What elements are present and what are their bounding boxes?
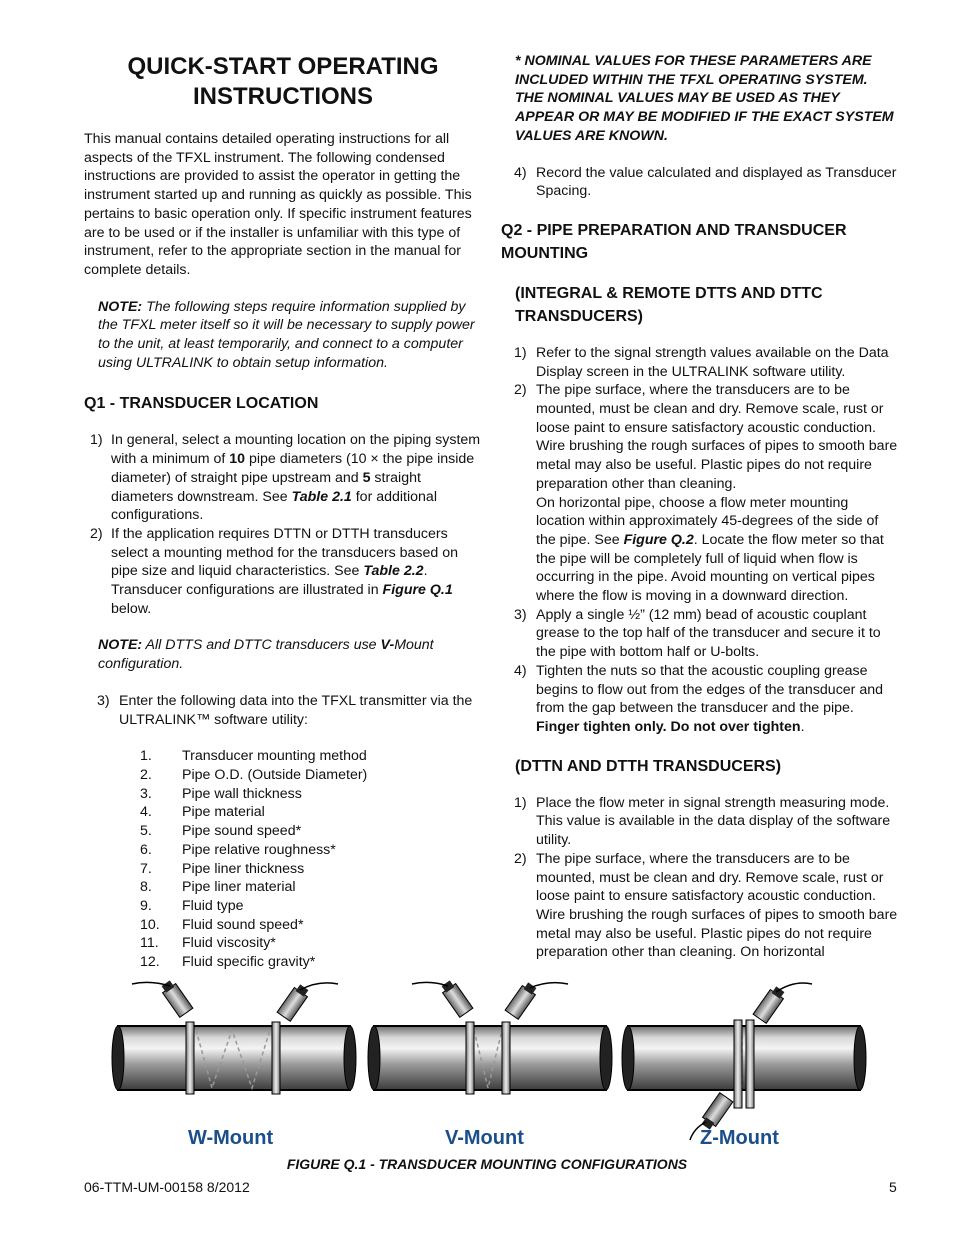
q2-heading: Q2 - PIPE PREPARATION AND TRANSDUCER MOUNTING (501, 221, 847, 262)
page-title: QUICK-START OPERATING INSTRUCTIONS (127, 53, 439, 110)
data-item (140, 822, 482, 841)
v-mount-diagram (368, 979, 612, 1094)
data-item-text: Pipe liner material (182, 879, 296, 896)
data-item-text: Pipe liner thickness (182, 860, 305, 877)
v-mount-label: V-Mount (445, 1127, 524, 1149)
data-item-text: Pipe O.D. (Outside Diameter) (182, 766, 368, 783)
w-mount-label: W-Mount (188, 1127, 274, 1149)
data-item-number: 4. (140, 804, 152, 821)
data-item (140, 860, 482, 879)
data-items-list (84, 747, 482, 971)
q2-sub1-heading: (INTEGRAL & REMOTE DTTS AND DTTC TRANSDUCERS) (515, 284, 823, 325)
data-item-number: 10. (140, 916, 160, 933)
q1-step3-list (84, 692, 482, 729)
intro-paragraph: This manual contains detailed operating instructions for all aspects of the TFXL instrument. The following condensed instructions are provided to assist the operator in getting the instrument started up and running as quickly as possible. This pertains to basic operation only. If specific instrument features are to be used or if the installer is unfamiliar with this type of instrument, refer to the appropriate section in the manual for complete details. (84, 131, 472, 278)
data-item (140, 916, 482, 935)
q2-sub2-step-1: 1) Place the flow meter in signal strength measuring mode. This value is available in the data display of the software utility. (514, 794, 891, 849)
data-item (140, 897, 482, 916)
data-item-number: 5. (140, 823, 152, 840)
q1-step-4: 4) Record the value calculated and displayed as Transducer Spacing. (514, 164, 897, 200)
data-item-text: Fluid type (182, 897, 244, 914)
data-item (140, 841, 482, 860)
q1-step-3: 3) Enter the following data into the TFXL transmitter via the ULTRALINK™ software utility: (97, 692, 473, 728)
footer-doc-id: 06-TTM-UM-00158 8/2012 (84, 1179, 250, 1195)
q1-step4-list (501, 164, 899, 201)
q2-sub1-step-4: 4) Tighten the nuts so that the acoustic coupling grease begins to flow out from the edges of the transducer and from the gap between the transducer and the pipe. Finger tighten only. Do not over tighten. (514, 662, 884, 735)
data-item-number: 7. (140, 860, 152, 877)
data-item-number: 12. (140, 954, 160, 971)
data-item-text: Pipe material (182, 804, 265, 821)
data-item-number: 1. (140, 748, 152, 765)
data-item-text: Pipe wall thickness (182, 785, 302, 802)
data-item-text: Pipe sound speed* (182, 823, 302, 840)
data-item-text: Fluid sound speed* (182, 916, 304, 933)
data-item-number: 9. (140, 897, 152, 914)
data-item (140, 766, 482, 785)
q2-sub1-step-1: 1) Refer to the signal strength values available on the Data Display screen in the ULTRALINK software utility. (514, 344, 889, 380)
data-item-number: 11. (140, 935, 159, 952)
z-mount-label: Z-Mount (700, 1127, 779, 1149)
data-item-number: 3. (140, 785, 152, 802)
data-item-number: 2. (140, 766, 152, 783)
data-item-text: Fluid specific gravity* (182, 954, 316, 971)
data-item (140, 934, 482, 953)
q2-sub1-step-2: 2) The pipe surface, where the transducers are to be mounted, must be clean and dry. Remove scale, rust or loose paint to ensure satisfactory acoustic conduction. Wire brushing the rough surfaces of pipes to smooth bare metal may also be useful. Plastic pipes do not require preparation other than cleaning. On horizontal pipe, choose a flow meter mounting location within approximately 45-degrees of the side of the pipe. See Figure Q.2. Locate the flow meter so that the pipe will be completely full of liquid when flow is occurring in the pipe. Avoid mounting on vertical pipes where the flow is moving in a downward direction. (514, 382, 898, 605)
figure-caption: FIGURE Q.1 - TRANSDUCER MOUNTING CONFIGURATIONS (286, 1156, 688, 1172)
data-item (140, 785, 482, 804)
note-power: NOTE: The following steps require information supplied by the TFXL meter itself so it will be necessary to supply power to the unit, at least temporarily, and connect to a computer using ULTRALINK to obtain setup information. (98, 298, 475, 371)
q1-steps (84, 431, 482, 618)
nominal-values-note: * NOMINAL VALUES FOR THESE PARAMETERS ARE INCLUDED WITHIN THE TFXL OPERATING SYSTEM. THE NOMINAL VALUES MAY BE USED AS THEY APPEAR OR MAY BE MODIFIED IF THE EXACT SYSTEM VALUES ARE KNOWN. (515, 53, 894, 144)
q2-sub2-heading: (DTTN AND DTTH TRANSDUCERS) (515, 757, 782, 775)
data-item-number: 6. (140, 841, 152, 858)
z-mount-diagram (622, 983, 866, 1140)
q1-step-1: 1) In general, select a mounting location on the piping system with a minimum of 10 pipe diameters (10 × the pipe inside diameter) of straight pipe upstream and 5 straight diameters downstream. See Table 2.1 for additional configurations. (90, 432, 481, 524)
left-column (84, 50, 482, 972)
data-item-text: Pipe relative roughness* (182, 841, 336, 858)
w-mount-diagram (112, 979, 356, 1094)
q2-sub2-steps (501, 794, 899, 962)
data-item-text: Fluid viscosity* (182, 935, 276, 952)
q1-step-2: 2) If the application requires DTTN or DTTH transducers select a mounting method for the transducers based on pipe size and liquid characteristics. See Table 2.2. Transducer configurations are illustrated in Figure Q.1 below. (90, 525, 459, 617)
note-v-mount: NOTE: All DTTS and DTTC transducers use V-Mount configuration. (98, 637, 434, 673)
right-column (501, 50, 899, 962)
q2-sub1-step-3: 3) Apply a single ½” (12 mm) bead of acoustic couplant grease to the top half of the transducer and secure it to the pipe with bottom half or U-bolts. (514, 606, 881, 661)
q1-heading: Q1 - TRANSDUCER LOCATION (84, 395, 319, 413)
data-item-number: 8. (140, 879, 152, 896)
data-item (140, 878, 482, 897)
data-item-text: Transducer mounting method (182, 748, 367, 765)
data-item (140, 803, 482, 822)
q2-sub1-steps (501, 344, 899, 737)
data-item (140, 747, 482, 766)
q2-sub2-step-2: 2) The pipe surface, where the transducers are to be mounted, must be clean and dry. Remove scale, rust or loose paint to ensure satisfactory acoustic conduction. Wire brushing the rough surfaces of pipes to smooth bare metal may also be useful. Plastic pipes do not require preparation other than cleaning. On horizontal (514, 850, 898, 961)
page-number: 5 (889, 1179, 897, 1195)
